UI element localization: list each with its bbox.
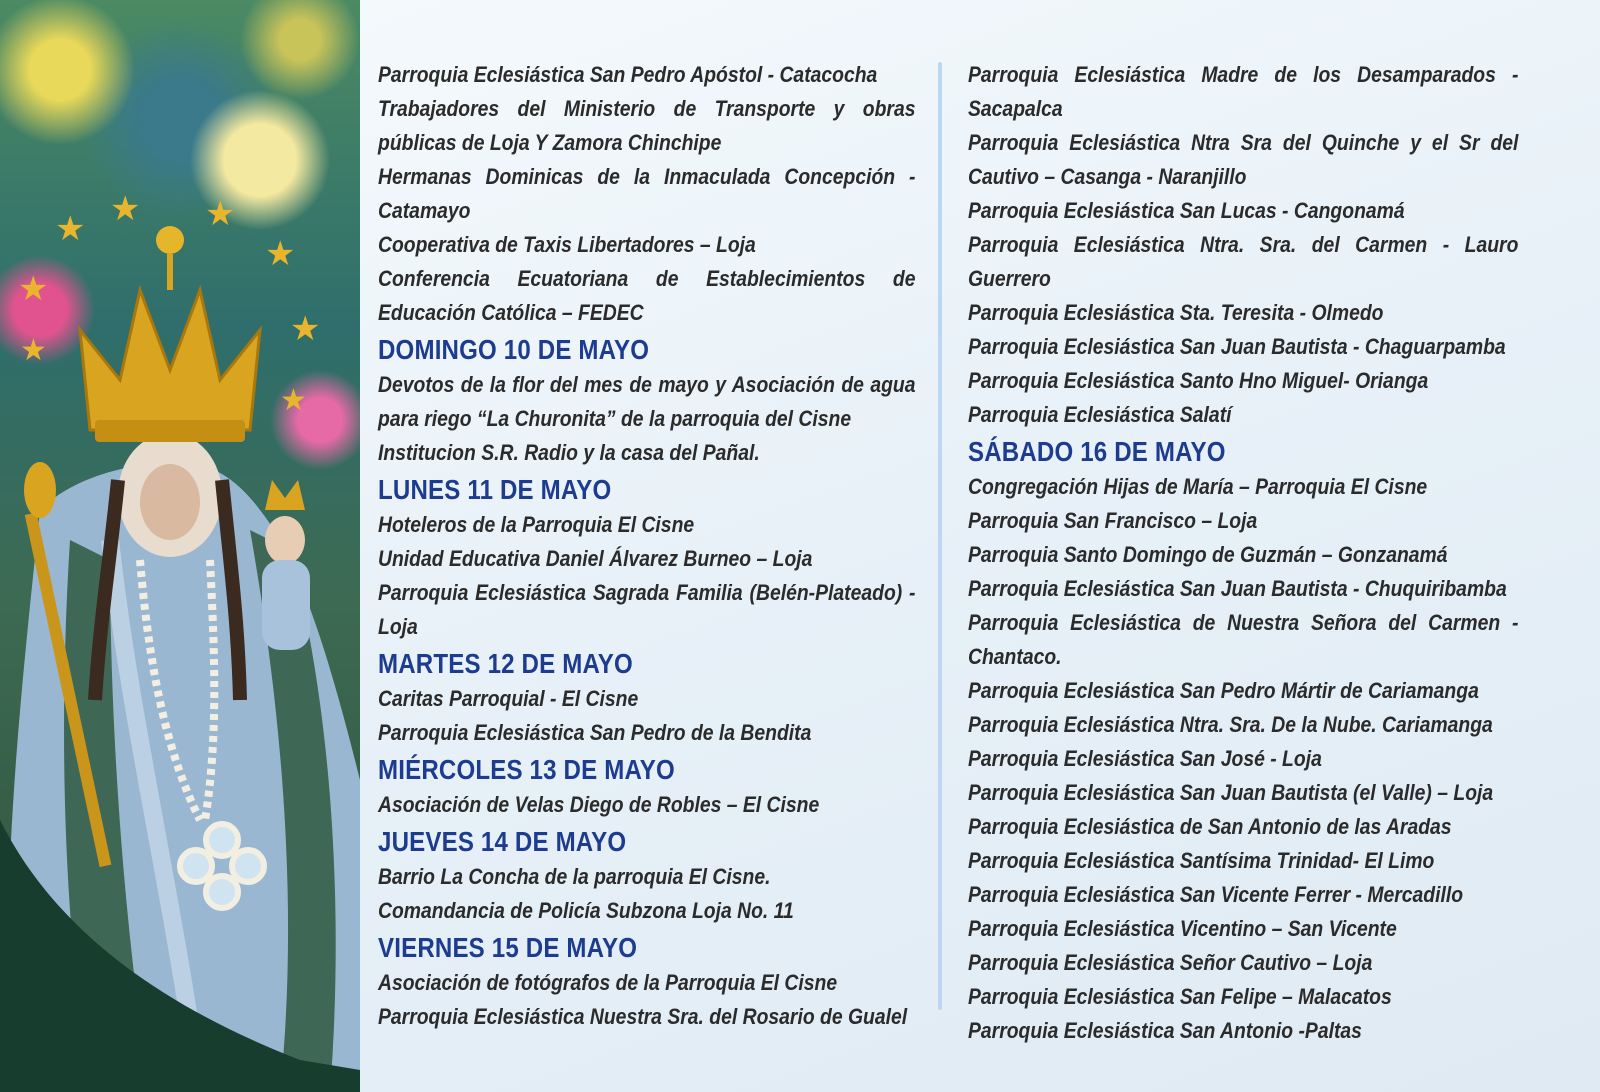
day-heading: LUNES 11 DE MAYO: [378, 474, 612, 505]
day-heading: JUEVES 14 DE MAYO: [378, 826, 627, 857]
svg-text:★: ★: [290, 310, 321, 348]
svg-text:★: ★: [265, 235, 296, 273]
svg-text:★: ★: [110, 190, 141, 228]
list-item: Parroquia Eclesiástica Sta. Teresita - Olmedo: [968, 300, 1384, 325]
list-item: Conferencia Ecuatoriana de Establecimientos de Educación Católica – FEDEC: [378, 266, 916, 325]
list-item: Parroquia San Francisco – Loja: [968, 508, 1258, 533]
schedule-column-left: [378, 58, 916, 1034]
list-item: Institucion S.R. Radio y la casa del Pañal.: [378, 440, 760, 465]
column-divider: [938, 62, 942, 1010]
list-item: Parroquia Eclesiástica Madre de los Desamparados - Sacapalca: [968, 62, 1519, 121]
list-item: Congregación Hijas de María – Parroquia El Cisne: [968, 474, 1428, 499]
list-item: Trabajadores del Ministerio de Transporte y obras públicas de Loja Y Zamora Chinchipe: [378, 96, 916, 155]
list-item: Parroquia Eclesiástica San Pedro de la Bendita: [378, 720, 812, 745]
day-heading: SÁBADO 16 DE MAYO: [968, 436, 1226, 467]
list-item: Parroquia Eclesiástica San Lucas - Cangonamá: [968, 198, 1405, 223]
list-item: Asociación de Velas Diego de Robles – El Cisne: [378, 792, 820, 817]
list-item: Parroquia Eclesiástica Ntra. Sra. del Carmen - Lauro Guerrero: [968, 232, 1519, 291]
list-item: Barrio La Concha de la parroquia El Cisne.: [378, 864, 771, 889]
list-item: Cooperativa de Taxis Libertadores – Loja: [378, 232, 756, 257]
statue-photo-panel: [0, 0, 360, 1092]
list-item: Parroquia Eclesiástica Señor Cautivo – Loja: [968, 950, 1373, 975]
day-heading: MIÉRCOLES 13 DE MAYO: [378, 754, 675, 785]
list-item: Parroquia Eclesiástica San Juan Bautista - Chuquiribamba: [968, 576, 1507, 601]
list-item: Parroquia Eclesiástica Sagrada Familia (Belén-Plateado) - Loja: [378, 580, 916, 639]
list-item: Parroquia Eclesiástica Ntra. Sra. De la Nube. Cariamanga: [968, 712, 1493, 737]
svg-text:★: ★: [205, 195, 236, 233]
list-item: Parroquia Santo Domingo de Guzmán – Gonzanamá: [968, 542, 1448, 567]
list-item: Parroquia Eclesiástica Salatí: [968, 402, 1232, 427]
schedule-column-right: [968, 58, 1518, 1048]
svg-text:★: ★: [55, 210, 86, 248]
svg-text:★: ★: [20, 334, 47, 367]
list-item: Unidad Educativa Daniel Álvarez Burneo – Loja: [378, 546, 813, 571]
list-item: Parroquia Eclesiástica Ntra Sra del Quinche y el Sr del Cautivo – Casanga - Naranjillo: [968, 130, 1519, 189]
list-item: Parroquia Eclesiástica San Felipe – Malacatos: [968, 984, 1392, 1009]
day-heading: DOMINGO 10 DE MAYO: [378, 334, 650, 365]
list-item: Asociación de fotógrafos de la Parroquia El Cisne: [378, 970, 838, 995]
svg-text:★: ★: [18, 270, 49, 308]
list-item: Caritas Parroquial - El Cisne: [378, 686, 639, 711]
list-item: Parroquia Eclesiástica San Juan Bautista (el Valle) – Loja: [968, 780, 1494, 805]
list-item: Devotos de la flor del mes de mayo y Asociación de agua para riego “La Churonita” de la parroquia del Cisne: [378, 372, 916, 431]
svg-text:★: ★: [280, 384, 307, 417]
list-item: Hermanas Dominicas de la Inmaculada Concepción - Catamayo: [378, 164, 916, 223]
list-item: Parroquia Eclesiástica San Vicente Ferrer - Mercadillo: [968, 882, 1464, 907]
list-item: Hoteleros de la Parroquia El Cisne: [378, 512, 695, 537]
list-item: Parroquia Eclesiástica San Juan Bautista - Chaguarpamba: [968, 334, 1506, 359]
list-item: Parroquia Eclesiástica San José - Loja: [968, 746, 1322, 771]
list-item: Comandancia de Policía Subzona Loja No. 11: [378, 898, 794, 923]
list-item: Parroquia Eclesiástica San Antonio -Paltas: [968, 1018, 1362, 1043]
list-item: Parroquia Eclesiástica San Pedro Apóstol - Catacocha: [378, 62, 878, 87]
green-wave-shape: [0, 0, 360, 1092]
list-item: Parroquia Eclesiástica Vicentino – San Vicente: [968, 916, 1397, 941]
list-item: Parroquia Eclesiástica San Pedro Mártir de Cariamanga: [968, 678, 1479, 703]
list-item: Parroquia Eclesiástica de Nuestra Señora del Carmen - Chantaco.: [968, 610, 1519, 669]
day-heading: MARTES 12 DE MAYO: [378, 648, 633, 679]
list-item: Parroquia Eclesiástica de San Antonio de las Aradas: [968, 814, 1452, 839]
list-item: Parroquia Eclesiástica Santo Hno Miguel- Orianga: [968, 368, 1429, 393]
list-item: Parroquia Eclesiástica Santísima Trinidad- El Limo: [968, 848, 1435, 873]
list-item: Parroquia Eclesiástica Nuestra Sra. del Rosario de Gualel: [378, 1004, 908, 1029]
day-heading: VIERNES 15 DE MAYO: [378, 932, 638, 963]
